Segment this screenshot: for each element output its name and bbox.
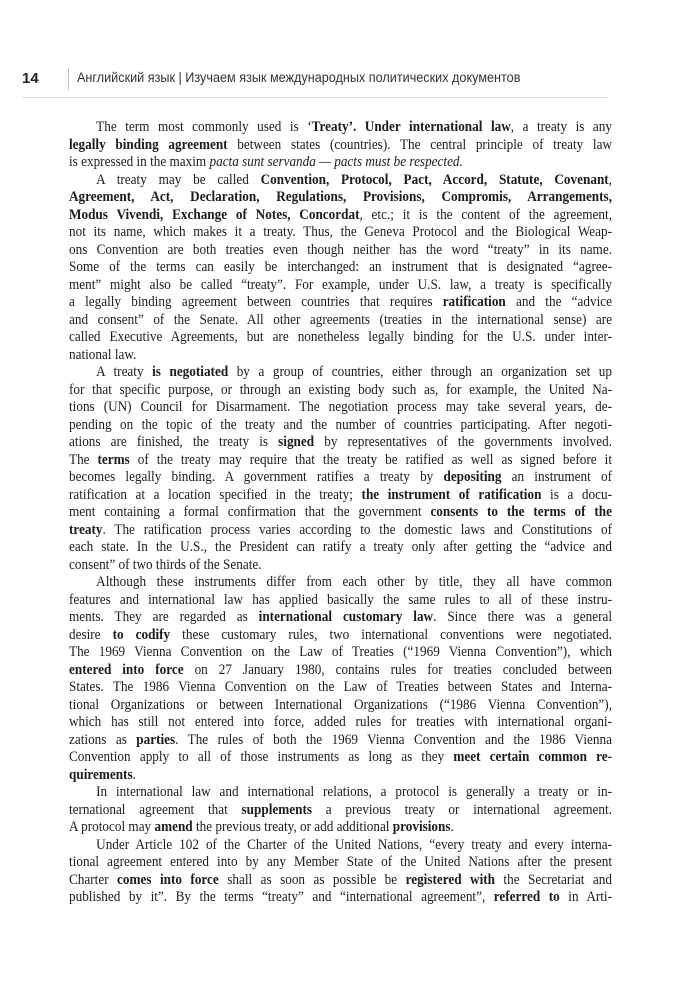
text-run: tional Organizations or between International Organizations (“1986 Vienna Convention”), — [69, 696, 612, 713]
text-line — [69, 452, 612, 470]
text-line — [69, 347, 612, 365]
text-line — [69, 417, 612, 435]
text-run: States. The 1986 Vienna Convention on the Law of Treaties between States and Interna- — [69, 679, 612, 695]
text-line — [69, 364, 612, 382]
text-run: zations as — [69, 731, 137, 748]
text-run: ratification at a location specified in the treaty; — [69, 486, 362, 503]
text-line — [69, 189, 612, 207]
text-run: . Since there was a general — [433, 609, 612, 625]
bold-term: legally binding agreement — [69, 136, 228, 153]
bold-term: ratification — [442, 294, 506, 310]
header-divider — [68, 68, 69, 90]
text-run: for that specific purpose, or through an existing body such as, for example, the United Na- — [69, 381, 612, 398]
text-run: by representatives of the governments involved. — [314, 434, 613, 450]
paragraph — [69, 364, 612, 574]
text-run: national law. — [69, 346, 137, 363]
bold-term: signed — [278, 434, 315, 450]
bold-term: consents to the terms of the — [430, 504, 612, 520]
bold-term: treaty — [69, 521, 103, 538]
text-line — [69, 504, 612, 522]
text-run: Under Article 102 of the Charter of the United Nations, “every treaty and every interna- — [96, 836, 612, 853]
bold-term: international customary law — [258, 609, 434, 625]
text-line — [69, 784, 612, 802]
paragraph — [69, 784, 612, 837]
text-run: Convention apply to all of those instruments as long as they — [69, 749, 454, 765]
text-line — [69, 889, 612, 907]
text-run: on 27 January 1980, contains rules for treaties concluded between — [183, 661, 612, 678]
page-number: 14 — [22, 70, 39, 87]
text-line — [69, 732, 612, 750]
bold-term: Convention, Protocol, Pact, Accord, Statute, Covenant — [260, 171, 609, 188]
text-line — [69, 312, 612, 330]
text-run: In international law and international relations, a protocol is generally a treaty or in- — [96, 784, 612, 800]
text-run: published by it”. By the terms “treaty” and “international agreement”, — [69, 889, 494, 905]
text-line — [69, 714, 612, 732]
text-line — [69, 662, 612, 680]
text-line — [69, 574, 612, 592]
text-line — [69, 609, 612, 627]
text-run: a legally binding agreement between countries that requires — [69, 294, 443, 310]
text-run: is expressed in the maxim — [69, 154, 210, 170]
text-run: . The ratification process varies according to the domestic laws and Constitutions of — [102, 521, 612, 538]
bold-term: registered with — [405, 871, 495, 888]
text-run: the previous treaty, or add additional — [192, 819, 393, 835]
text-line — [69, 697, 612, 715]
bold-term: provisions — [392, 819, 451, 835]
text-run: not its name, which makes it a treaty. Thus, the Geneva Protocol and the Biological Weap- — [69, 224, 612, 240]
bold-term: parties — [136, 731, 176, 748]
bold-term: Treaty’. Under international law — [311, 119, 511, 135]
text-run: A treaty may be called — [96, 171, 261, 188]
text-run: becomes legally binding. A government ratifies a treaty by — [69, 469, 444, 485]
text-run: , etc.; it is the content of the agreement, — [359, 206, 612, 223]
text-line — [69, 259, 612, 277]
text-line — [69, 819, 612, 837]
text-line — [69, 434, 612, 452]
text-line — [69, 557, 612, 575]
text-run: these customary rules, two international conventions were negotiated. — [170, 626, 613, 643]
bold-term: quirements — [69, 766, 133, 783]
text-run: shall as soon as possible be — [218, 871, 406, 888]
text-run: tions (UN) Council for Disarmament. The negotiation process may take several years, de- — [69, 399, 612, 415]
text-line — [69, 154, 612, 172]
text-line — [69, 644, 612, 662]
text-run: . — [450, 819, 454, 835]
text-run: is a docu- — [541, 486, 612, 503]
text-run: features and international law has applied basically the same rules to all of these instru- — [69, 591, 612, 608]
text-line — [69, 539, 612, 557]
text-run: between states (countries). The central principle of treaty law — [227, 136, 613, 153]
bold-term: terms — [97, 451, 130, 468]
text-line — [69, 277, 612, 295]
bold-term: entered into force — [69, 661, 184, 678]
paragraph — [69, 837, 612, 907]
bold-term: is negotiated — [152, 364, 229, 380]
text-run: an instrument of — [501, 469, 612, 485]
text-line — [69, 382, 612, 400]
text-line — [69, 802, 612, 820]
text-run: pending on the topic of the treaty and the number of countries participating. After negoti- — [69, 416, 612, 433]
text-line — [69, 242, 612, 260]
text-run: by a group of countries, either through an organization set up — [228, 364, 612, 380]
text-line — [69, 627, 612, 645]
text-run: desire — [69, 626, 113, 643]
text-run: A treaty — [96, 364, 153, 380]
text-run: Charter — [69, 871, 118, 888]
bold-term: referred to — [493, 889, 560, 905]
text-run: , a treaty is any — [510, 119, 612, 135]
text-run: consent” of two thirds of the Senate. — [69, 556, 262, 573]
text-run: which has still not entered into force, added rules for treaties with international organi- — [69, 714, 612, 730]
text-run: tional agreement entered into by any Member State of the United Nations after the present — [69, 854, 612, 870]
bold-term: the instrument of ratification — [361, 486, 542, 503]
text-run: ons Convention are both treaties even though neither has the word “treaty” in its name. — [69, 241, 612, 258]
text-line — [69, 767, 612, 785]
text-line — [69, 872, 612, 890]
bold-term: supplements — [241, 801, 313, 818]
text-line — [69, 749, 612, 767]
text-run: Some of the terms can easily be interchanged: an instrument that is designated “agree- — [69, 259, 612, 275]
text-line — [69, 469, 612, 487]
text-line — [69, 137, 612, 155]
bold-term: meet certain common re- — [453, 749, 612, 765]
text-run: A protocol may — [69, 819, 155, 835]
text-run: . — [132, 766, 136, 783]
body-text — [69, 119, 612, 907]
text-run: ternational agreement that — [69, 801, 242, 818]
text-run: ment” might also be called “treaty”. For example, under U.S. law, a treaty is specifically — [69, 276, 612, 293]
text-line — [69, 172, 612, 190]
text-line — [69, 854, 612, 872]
text-line — [69, 487, 612, 505]
text-line — [69, 837, 612, 855]
text-run: the Secretariat and — [494, 871, 612, 888]
text-run: in Arti- — [559, 889, 613, 905]
paragraph — [69, 172, 612, 365]
text-run: a previous treaty or international agreement. — [312, 801, 612, 818]
running-title: Английский язык | Изучаем язык международных политических документов — [77, 70, 521, 85]
italic-text: pacta sunt servanda — pacts must be respected. — [209, 154, 463, 170]
text-run: ment containing a formal confirmation that the government — [69, 504, 431, 520]
text-run: ations are finished, the treaty is — [69, 434, 279, 450]
text-line — [69, 207, 612, 225]
header-rule — [22, 97, 608, 98]
bold-term: comes into force — [117, 871, 219, 888]
text-run: The — [69, 451, 98, 468]
text-line — [69, 679, 612, 697]
text-run: each state. In the U.S., the President can ratify a treaty only after getting the “advice and — [69, 539, 612, 555]
text-run: Although these instruments differ from each other by title, they all have common — [96, 574, 612, 590]
text-run: called Executive Agreements, but are nonetheless legally binding for the U.S. under inter- — [69, 329, 612, 345]
bold-term: to codify — [112, 626, 171, 643]
text-line — [69, 522, 612, 540]
text-run: of the treaty may require that the treaty be ratified as well as signed before it — [129, 451, 612, 468]
paragraph — [69, 574, 612, 784]
text-line — [69, 294, 612, 312]
text-line — [69, 592, 612, 610]
text-run: and consent” of the Senate. All other agreements (treaties in the international sense) are — [69, 311, 612, 328]
text-line — [69, 224, 612, 242]
text-run: . The rules of both the 1969 Vienna Convention and the 1986 Vienna — [175, 731, 612, 748]
text-line — [69, 119, 612, 137]
text-run: The 1969 Vienna Convention on the Law of Treaties (“1969 Vienna Convention”), which — [69, 644, 612, 660]
text-run: , — [608, 171, 612, 188]
bold-term: depositing — [443, 469, 502, 485]
paragraph — [69, 119, 612, 172]
text-run: ments. They are regarded as — [69, 609, 259, 625]
text-run: and the “advice — [505, 294, 612, 310]
text-line — [69, 399, 612, 417]
bold-term: Modus Vivendi, Exchange of Notes, Concordat — [69, 206, 360, 223]
bold-term: amend — [154, 819, 193, 835]
text-run: The term most commonly used is ‘ — [96, 119, 312, 135]
text-line — [69, 329, 612, 347]
bold-term: Agreement, Act, Declaration, Regulations, Provisions, Compromis, Arrangements, — [69, 189, 612, 205]
